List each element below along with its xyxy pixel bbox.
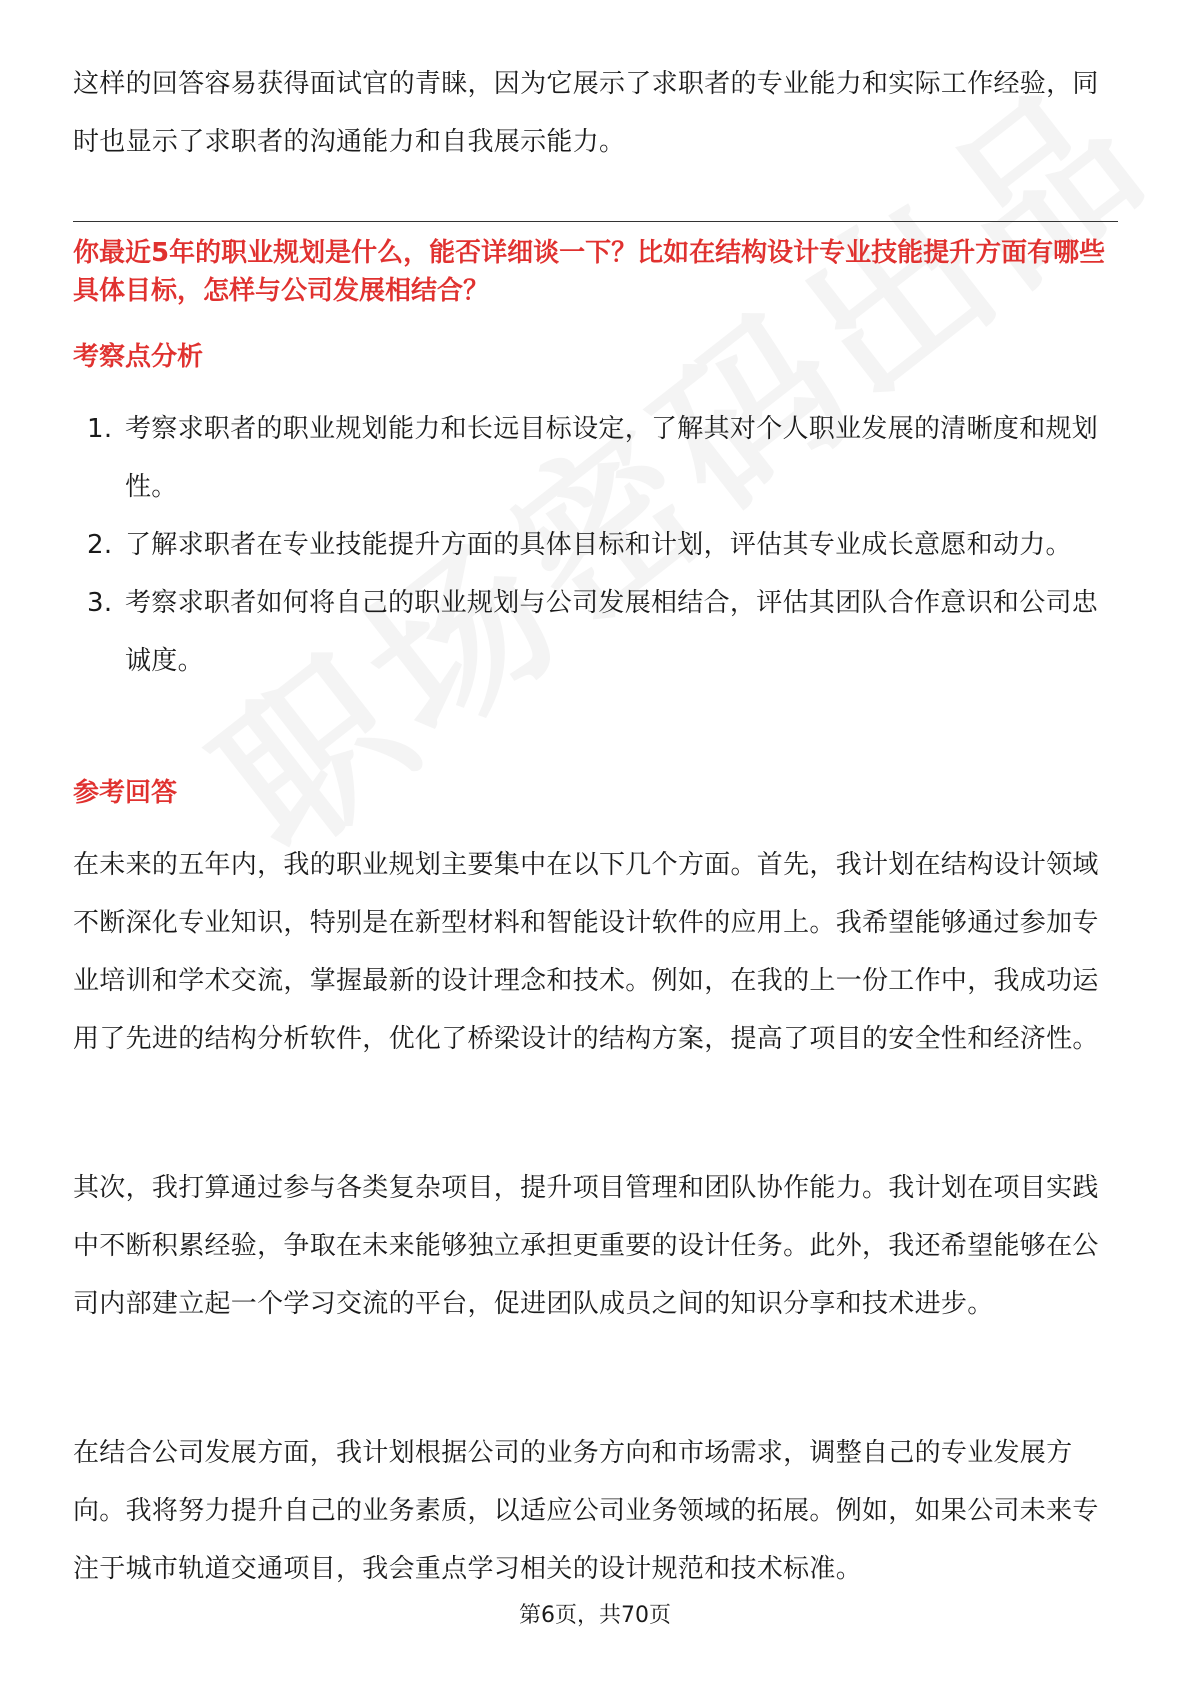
list-item-number: 3. — [87, 588, 113, 618]
analysis-heading: 考察点分析 — [73, 342, 204, 372]
section-divider — [73, 221, 1118, 222]
list-item-text: 考察求职者如何将自己的职业规划与公司发展相结合，评估其团队合作意识和公司忠诚度。 — [125, 588, 1099, 676]
list-item — [73, 574, 1118, 690]
answer-paragraph-2: 其次，我打算通过参与各类复杂项目，提升项目管理和团队协作能力。我计划在项目实践中不断积累经验，争取在未来能够独立承担更重要的设计任务。此外，我还希望能够在公司内部建立起一个学习交流的平台，促进团队成员之间的知识分享和技术进步。 — [73, 1173, 1099, 1319]
answer-paragraph-3: 在结合公司发展方面，我计划根据公司的业务方向和市场需求，调整自己的专业发展方向。我将努力提升自己的业务素质，以适应公司业务领域的拓展。例如，如果公司未来专注于城市轨道交通项目，我会重点学习相关的设计规范和技术标准。 — [73, 1438, 1099, 1584]
interview-question: 你最近5年的职业规划是什么，能否详细谈一下？比如在结构设计专业技能提升方面有哪些具体目标，怎样与公司发展相结合？ — [73, 238, 1106, 306]
list-item-number: 2. — [87, 530, 113, 560]
list-item — [73, 400, 1118, 516]
intro-paragraph: 这样的回答容易获得面试官的青睐，因为它展示了求职者的专业能力和实际工作经验，同时也显示了求职者的沟通能力和自我展示能力。 — [73, 69, 1099, 157]
list-item — [73, 516, 1118, 574]
analysis-list — [73, 400, 1118, 690]
list-item-text: 了解求职者在专业技能提升方面的具体目标和计划，评估其专业成长意愿和动力。 — [125, 530, 1072, 560]
answer-paragraph-1: 在未来的五年内，我的职业规划主要集中在以下几个方面。首先，我计划在结构设计领域不断深化专业知识，特别是在新型材料和智能设计软件的应用上。我希望能够通过参加专业培训和学术交流，掌握最新的设计理念和技术。例如，在我的上一份工作中，我成功运用了先进的结构分析软件，优化了桥梁设计的结构方案，提高了项目的安全性和经济性。 — [73, 850, 1099, 1054]
list-item-text: 考察求职者的职业规划能力和长远目标设定，了解其对个人职业发展的清晰度和规划性。 — [125, 414, 1099, 502]
page-number: 第6页，共70页 — [519, 1603, 671, 1628]
list-item-number: 1. — [87, 414, 113, 444]
answer-heading: 参考回答 — [73, 778, 178, 808]
